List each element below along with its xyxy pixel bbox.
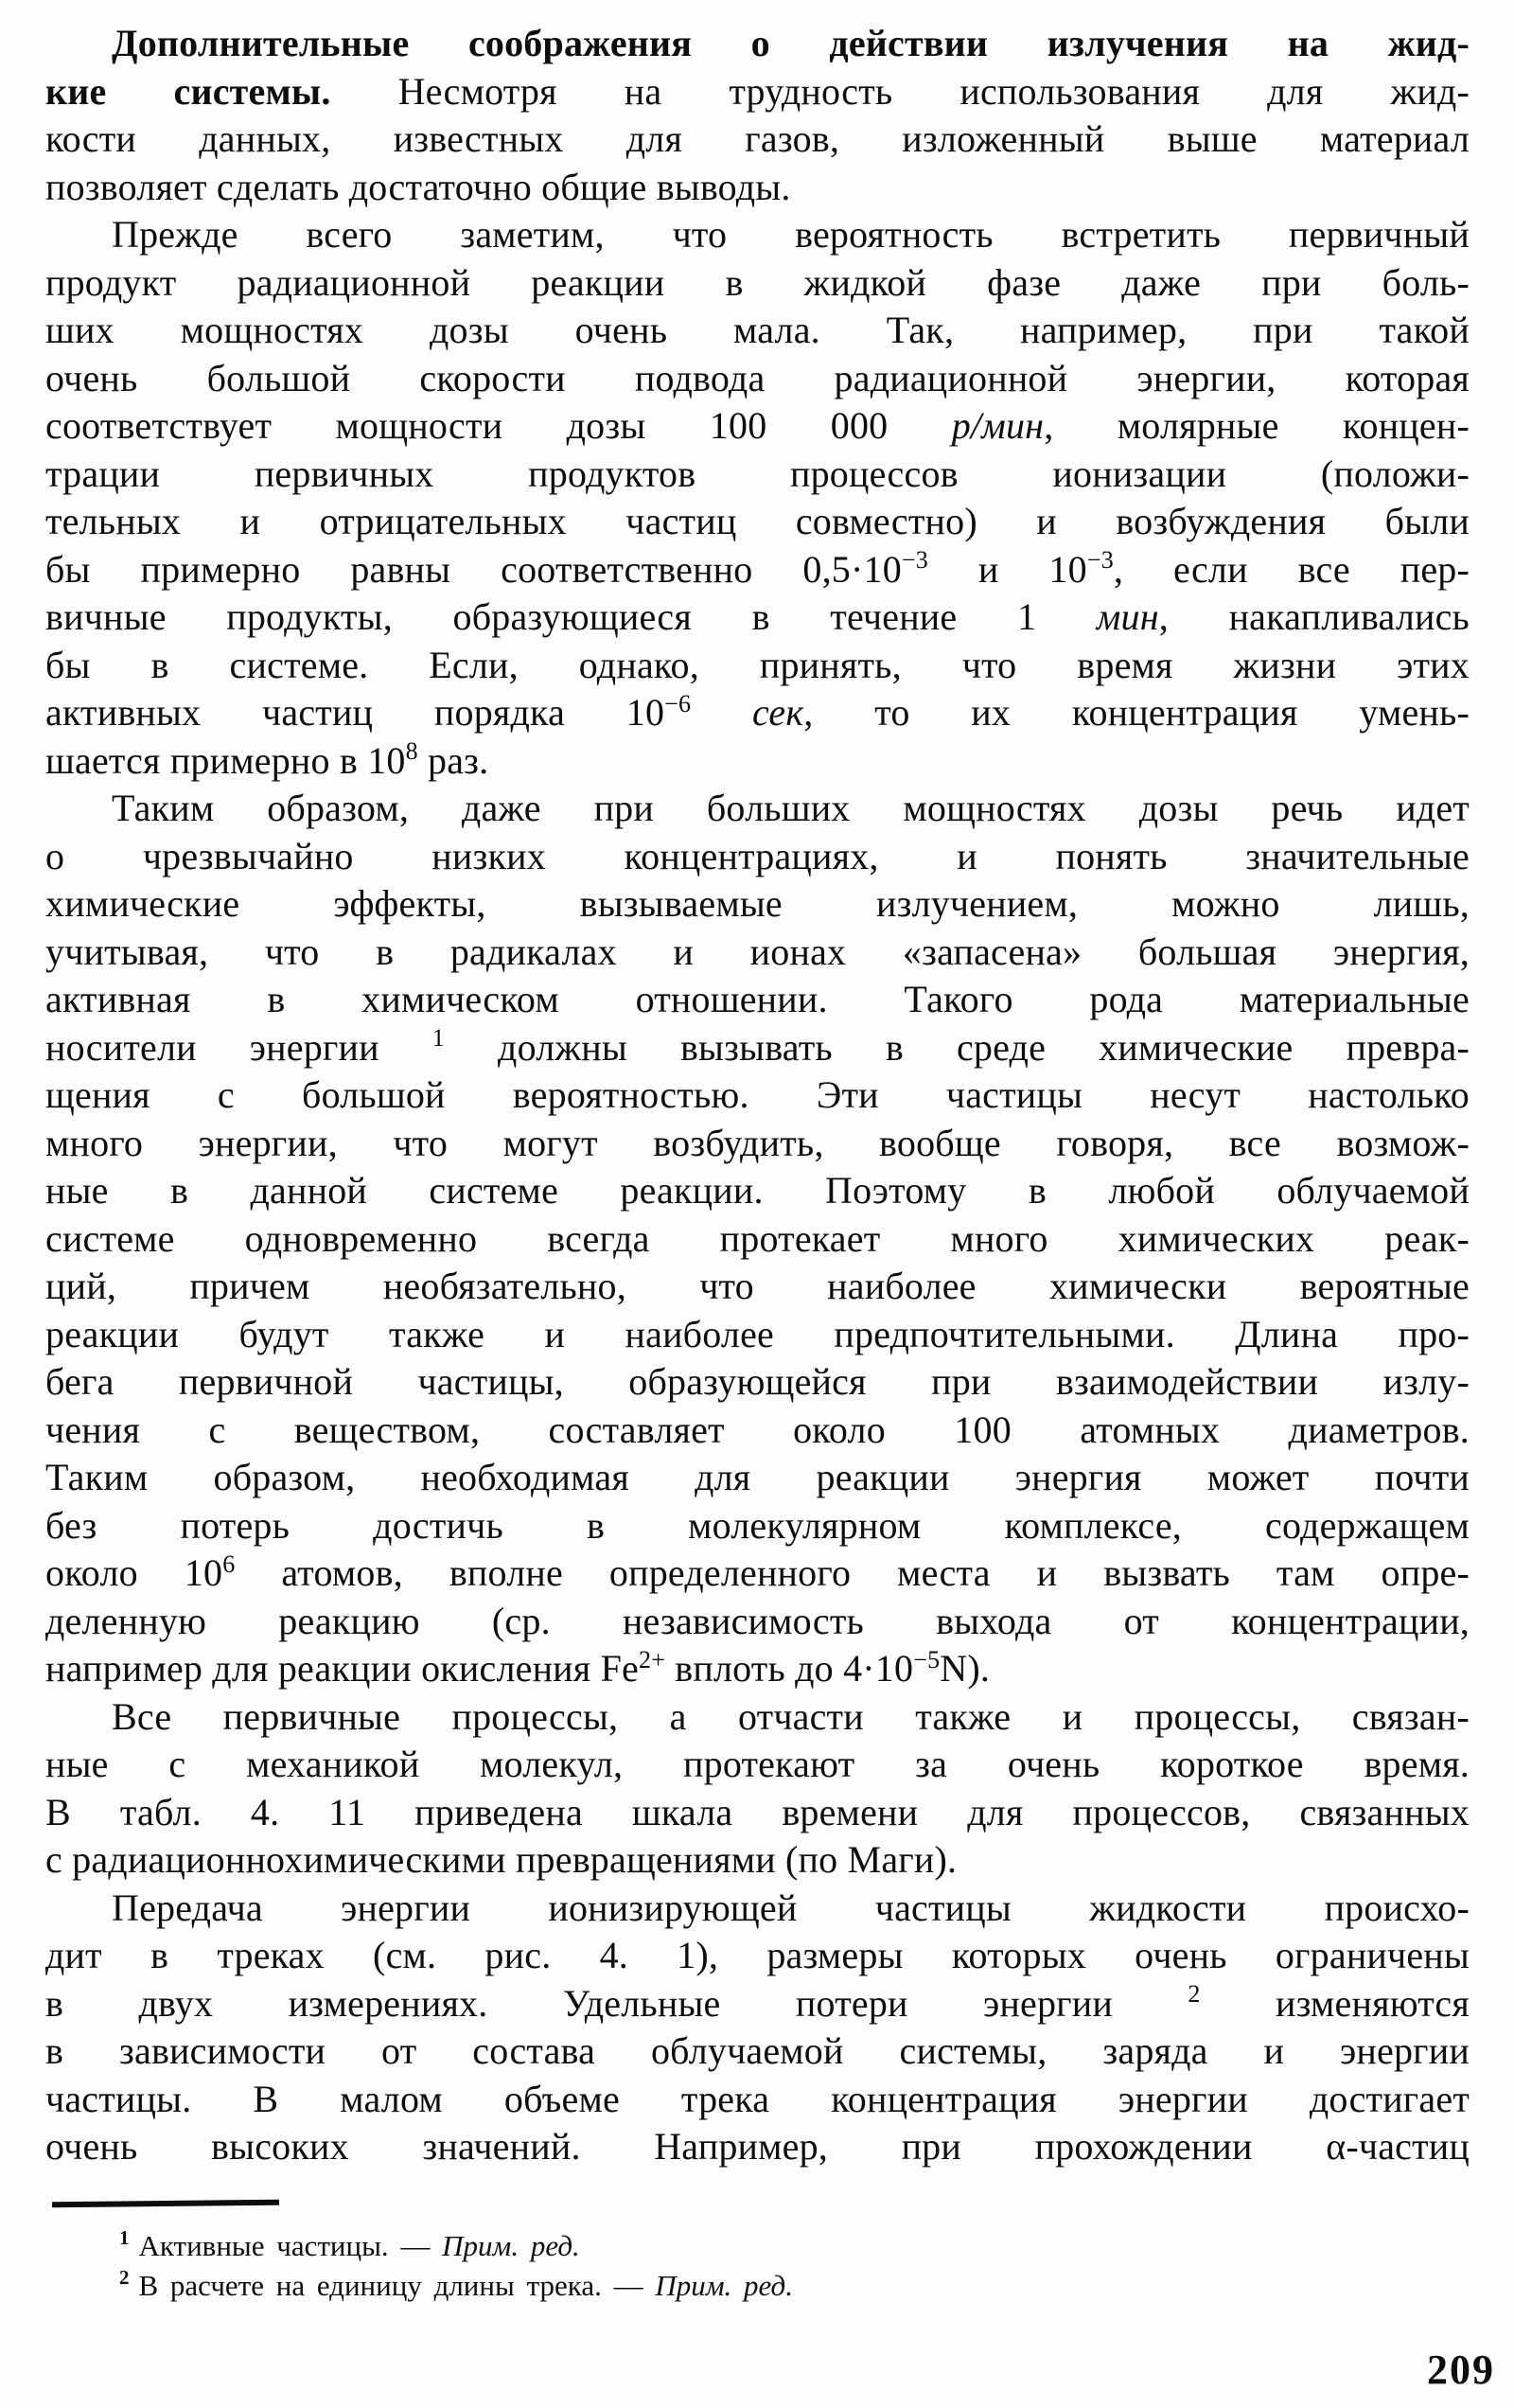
text-line: [45, 2027, 1470, 2076]
superscript: 2+: [639, 1645, 666, 1673]
text-segment: около 10: [45, 1551, 223, 1594]
text-segment: в двух измерениях. Удельные потери энергии: [45, 1981, 1188, 2025]
text-line: [45, 1598, 1470, 1646]
footnote-separator: [52, 2200, 279, 2208]
text-segment: с радиационнохимическими превращениями (по Маги).: [45, 1838, 958, 1881]
text-line: [45, 498, 1470, 546]
text-segment: очень высоких значений. Например, при прохождении α-частиц: [45, 2125, 1470, 2168]
text-line: [45, 402, 1470, 451]
text-segment: тельных и отрицательных частиц совместно) и возбуждения были: [45, 500, 1470, 542]
text-segment: , если все пер-: [1113, 547, 1470, 591]
text-line: [45, 1549, 1470, 1598]
text-line: [45, 1645, 1470, 1693]
text-line: [45, 833, 1470, 881]
text-segment: В табл. 4. 11 приведена шкала времени для процессов, связанных: [45, 1790, 1470, 1833]
text-segment: активная в химическом отношении. Такого рода материальные: [45, 978, 1470, 1020]
footnote-line: [45, 2266, 1470, 2306]
text-segment: ших мощностях дозы очень мала. Так, например, при такой: [45, 309, 1470, 351]
text-line: [45, 880, 1470, 929]
text-segment: бега первичной частицы, образующейся при взаимодействии излу-: [45, 1360, 1470, 1403]
text-segment: Все первичные процессы, а отчасти также и процессы, связан-: [112, 1694, 1470, 1738]
text-line: [45, 1454, 1470, 1502]
text-segment: [691, 691, 752, 734]
text-segment: , то их концентрация умень-: [803, 691, 1470, 734]
text-segment: продукт радиационной реакции в жидкой фазе даже при боль-: [45, 260, 1470, 304]
text-line: [45, 1836, 1470, 1885]
text-segment: Активные частицы. —: [138, 2229, 443, 2262]
text-segment: бы в системе. Если, однако, принять, что время жизни этих: [45, 643, 1470, 686]
text-segment: носители энергии: [45, 1025, 432, 1069]
text-line: [45, 642, 1470, 690]
footnote-line: [45, 2226, 1470, 2266]
text-segment: вплоть до 4·10: [665, 1647, 914, 1690]
text-segment: кости данных, известных для газов, изложенный выше материал: [45, 117, 1470, 160]
text-line: [45, 1741, 1470, 1789]
superscript: −5: [913, 1645, 941, 1673]
text-line: [45, 355, 1470, 403]
text-line: [45, 1071, 1470, 1120]
text-segment: N).: [940, 1647, 991, 1690]
text-segment: вичные продукты, образующиеся в течение 1: [45, 595, 1097, 638]
text-segment: должны вызывать в среде химические превра-: [445, 1025, 1470, 1069]
text-segment: изменяются: [1200, 1981, 1470, 2025]
superscript: −3: [901, 546, 928, 575]
text-segment: , молярные концен-: [1044, 404, 1470, 447]
text-segment: ций, причем необязательно, что наиболее химически вероятные: [45, 1265, 1470, 1307]
text-line: [45, 737, 1470, 786]
text-line: [45, 1885, 1470, 1933]
page-number: 209: [1427, 2346, 1495, 2393]
text-segment: трации первичных продуктов процессов ионизации (положи-: [45, 452, 1470, 495]
text-line: [45, 1980, 1470, 2028]
text-line: [45, 1215, 1470, 1264]
text-segment: Прим. ред.: [442, 2229, 580, 2262]
superscript: 2: [1188, 1980, 1201, 2009]
text-segment: Таким образом, необходимая для реакции энергия может почти: [45, 1456, 1470, 1498]
text-segment: позволяет сделать достаточно общие выводы.: [45, 165, 791, 208]
text-segment: деленную реакцию (ср. независимость выхода от концентрации,: [45, 1599, 1470, 1642]
text-segment: ные с механикой молекул, протекают за очень короткое время.: [45, 1743, 1470, 1785]
text-segment: В расчете на единицу длины трека. —: [138, 2269, 656, 2302]
footnote-marker: 2: [119, 2266, 130, 2290]
text-line: [45, 1502, 1470, 1550]
text-segment: например для реакции окисления Fe: [45, 1647, 639, 1690]
text-segment: Прим. ред.: [655, 2269, 793, 2302]
text-line: [45, 1407, 1470, 1455]
text-line: [45, 1120, 1470, 1168]
text-line: [45, 593, 1470, 642]
text-line: [45, 451, 1470, 499]
text-segment: и 10: [928, 547, 1087, 591]
text-segment: дит в треках (см. рис. 4. 1), размеры которых очень ограничены: [45, 1934, 1470, 1976]
text-line: [45, 1693, 1470, 1742]
text-line: [45, 164, 1470, 212]
text-line: [45, 976, 1470, 1024]
text-segment: Несмотря на трудность использования для жид-: [330, 69, 1470, 113]
text-line: [45, 307, 1470, 355]
superscript: 1: [431, 1024, 445, 1053]
text-segment: Прежде всего заметим, что вероятность встретить первичный: [112, 213, 1470, 256]
text-segment: чения с веществом, составляет около 100 атомных диаметров.: [45, 1408, 1470, 1451]
text-line: [45, 689, 1470, 737]
text-segment: частицы. В малом объеме трека концентрация энергии достигает: [45, 2077, 1470, 2120]
text-line: [45, 1024, 1470, 1072]
text-segment: шается примерно в 10: [45, 738, 406, 782]
text-line: [45, 1167, 1470, 1215]
text-segment: щения с большой вероятностью. Эти частицы несут настолько: [45, 1073, 1470, 1116]
text-segment: , накапливались: [1158, 595, 1470, 638]
text-segment: раз.: [417, 738, 489, 782]
text-line: [45, 1358, 1470, 1407]
text-line: [45, 1263, 1470, 1311]
text-segment: сек: [751, 691, 804, 734]
text-segment: Дополнительные соображения о действии излучения на жид-: [112, 22, 1470, 64]
text-segment: учитывая, что в радикалах и ионах «запасена» большая энергия,: [45, 930, 1470, 973]
text-segment: Передача энергии ионизирующей частицы жидкости происхо-: [112, 1886, 1470, 1929]
body-text: [45, 20, 1470, 2171]
text-segment: системе одновременно всегда протекает много химических реак-: [45, 1216, 1470, 1260]
text-line: [45, 785, 1470, 833]
text-segment: ные в данной системе реакции. Поэтому в любой облучаемой: [45, 1169, 1470, 1212]
superscript: −6: [664, 689, 692, 717]
superscript: 6: [222, 1549, 236, 1578]
text-segment: кие системы.: [45, 69, 331, 113]
superscript: −3: [1086, 546, 1114, 575]
text-line: [45, 929, 1470, 977]
footnote-marker: 1: [119, 2226, 130, 2250]
text-line: [45, 115, 1470, 164]
text-line: [45, 2076, 1470, 2124]
text-line: [45, 546, 1470, 594]
footnotes: [45, 2226, 1470, 2306]
text-line: [45, 20, 1470, 68]
text-line: [45, 1932, 1470, 1980]
text-segment: мин: [1096, 595, 1159, 638]
text-segment: активных частиц порядка 10: [45, 691, 665, 734]
text-line: [45, 259, 1470, 308]
text-segment: очень большой скорости подвода радиационной энергии, которая: [45, 356, 1470, 399]
text-line: [45, 1311, 1470, 1359]
text-line: [45, 211, 1470, 259]
text-line: [45, 1789, 1470, 1837]
text-segment: без потерь достичь в молекулярном комплексе, содержащем: [45, 1503, 1470, 1547]
text-segment: бы примерно равны соответственно 0,5·10: [45, 547, 902, 591]
text-segment: химические эффекты, вызываемые излучением, можно лишь,: [45, 882, 1470, 925]
text-segment: реакции будут также и наиболее предпочтительными. Длина про-: [45, 1312, 1470, 1355]
text-segment: Таким образом, даже при больших мощностях дозы речь идет: [112, 787, 1470, 829]
text-segment: р/мин: [951, 404, 1045, 447]
text-line: [45, 68, 1470, 116]
text-line: [45, 2123, 1470, 2171]
text-segment: атомов, вполне определенного места и вызвать там опре-: [235, 1551, 1470, 1594]
text-segment: соответствует мощности дозы 100 000: [45, 404, 952, 447]
text-segment: о чрезвычайно низких концентрациях, и понять значительные: [45, 834, 1470, 877]
superscript: 8: [405, 737, 418, 766]
text-segment: в зависимости от состава облучаемой системы, заряда и энергии: [45, 2029, 1470, 2072]
text-segment: много энергии, что могут возбудить, вообще говоря, все возмож-: [45, 1121, 1470, 1164]
